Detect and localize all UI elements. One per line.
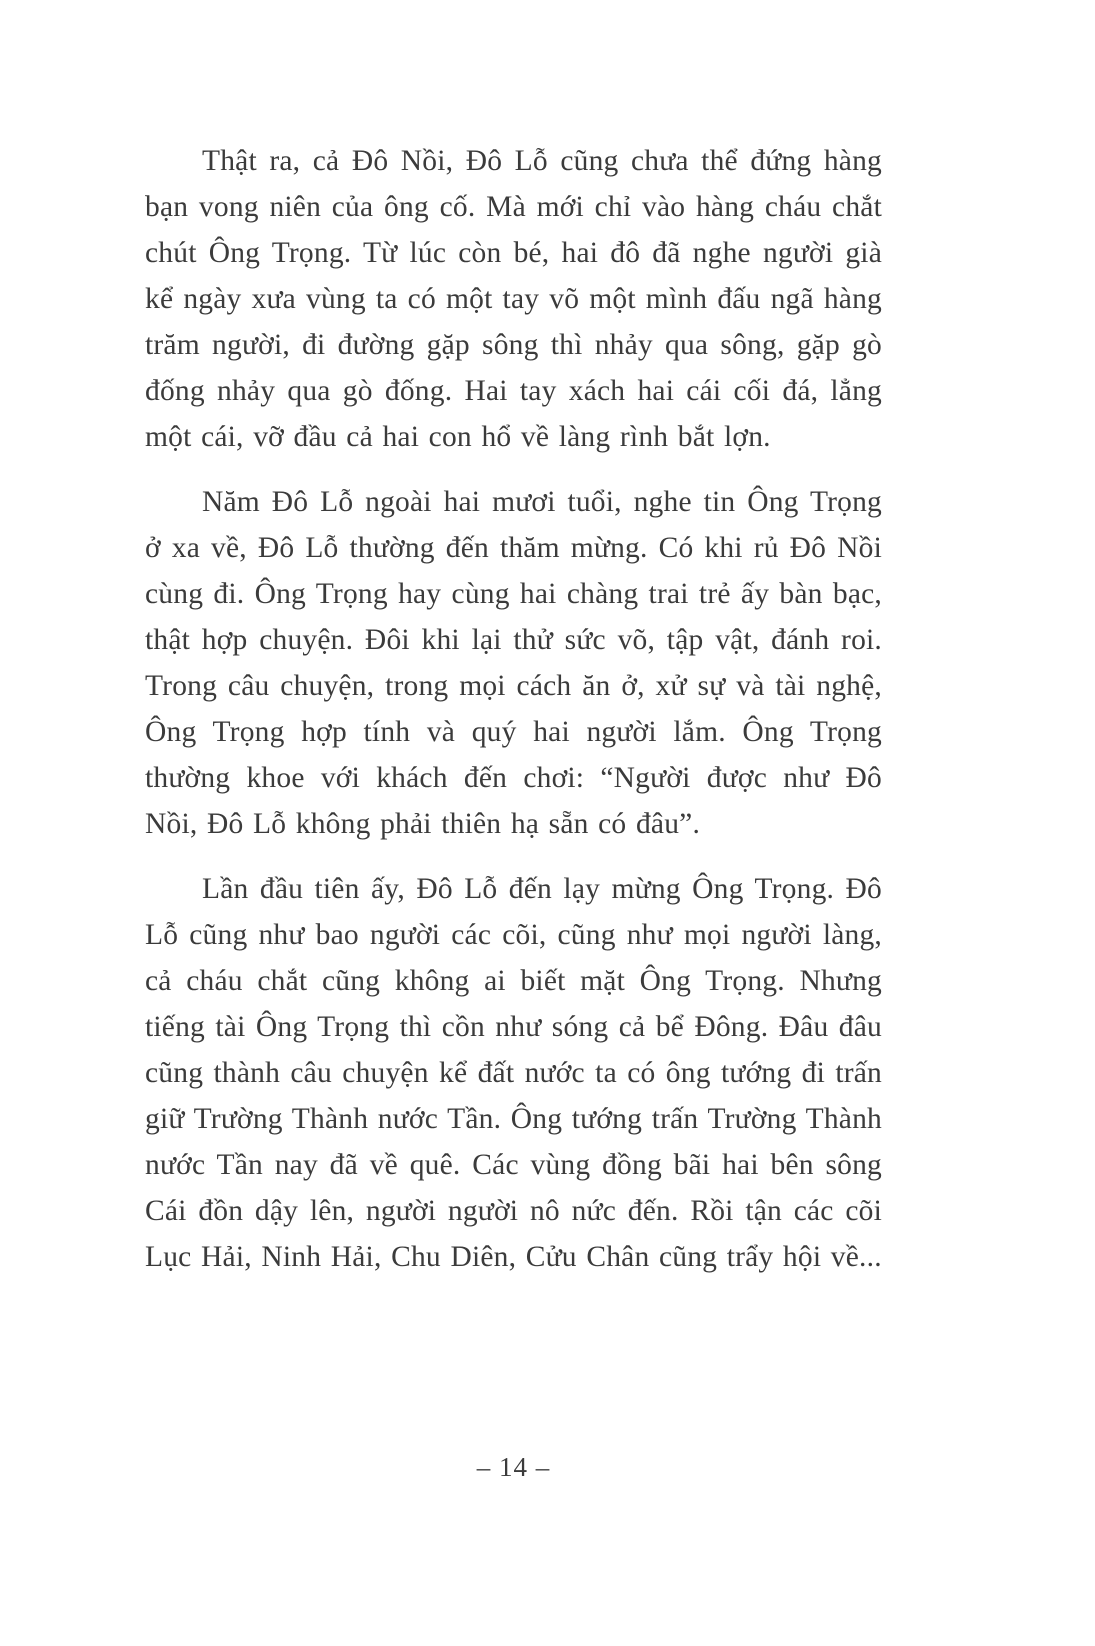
- paragraph: Năm Đô Lỗ ngoài hai mươi tuổi, nghe tin Ông Trọng ở xa về, Đô Lỗ thường đến thăm mừng. Có khi rủ Đô Nồi cùng đi. Ông Trọng hay cùng hai chàng trai trẻ ấy bàn bạc, thật hợp chuyện. Đôi khi lại thử sức võ, tập vật, đánh roi. Trong câu chuyện, trong mọi cách ăn ở, xử sự và tài nghệ, Ông Trọng hợp tính và quý hai người lắm. Ông Trọng thường khoe với khách đến chơi: “Người được như Đô Nồi, Đô Lỗ không phải thiên hạ sẵn có đâu”.: [145, 486, 882, 840]
- paragraph: Thật ra, cả Đô Nồi, Đô Lỗ cũng chưa thể đứng hàng bạn vong niên của ông cố. Mà mới chỉ vào hàng cháu chắt chút Ông Trọng. Từ lúc còn bé, hai đô đã nghe người già kể ngày xưa vùng ta có một tay võ một mình đấu ngã hàng trăm người, đi đường gặp sông thì nhảy qua sông, gặp gò đống nhảy qua gò đống. Hai tay xách hai cái cối đá, lẳng một cái, vỡ đầu cả hai con hổ về làng rình bắt lợn.: [145, 145, 882, 453]
- page-number: – 14 –: [476, 1452, 551, 1482]
- paragraph: Lần đầu tiên ấy, Đô Lỗ đến lạy mừng Ông Trọng. Đô Lỗ cũng như bao người các cõi, cũng như mọi người làng, cả cháu chắt cũng không ai biết mặt Ông Trọng. Nhưng tiếng tài Ông Trọng thì cồn như sóng cả bể Đông. Đâu đâu cũng thành câu chuyện kể đất nước ta có ông tướng đi trấn giữ Trường Thành nước Tần. Ông tướng trấn Trường Thành nước Tần nay đã về quê. Các vùng đồng bãi hai bên sông Cái đồn dậy lên, người người nô nức đến. Rồi tận các cõi Lục Hải, Ninh Hải, Chu Diên, Cửu Chân cũng trẩy hội về...: [145, 873, 882, 1273]
- text-block: [145, 138, 882, 1280]
